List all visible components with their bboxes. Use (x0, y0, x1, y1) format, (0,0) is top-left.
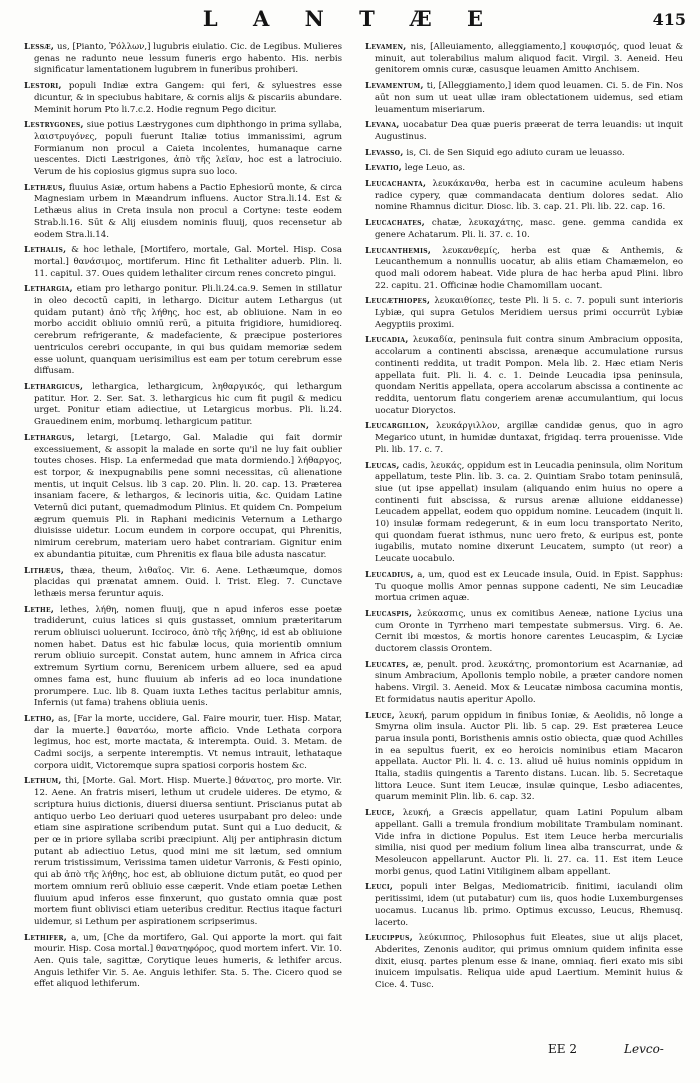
entry-headword: Leuce, (365, 710, 395, 721)
entry-headword: Lethe, (24, 604, 55, 615)
signature-mark: EE 2 (548, 1042, 577, 1056)
entry-text: us, [Pianto, Ῥόλλων,] lugubris eiulatio. Cic. de Legibus. Mulieres genas ne radunto neue lessum funeris ergo habento. His. nerbis significatur lamentationem lugubrem in funeribus prohiberi. (34, 42, 342, 76)
entry-headword: Leucadia, (365, 335, 409, 346)
entry-text: populi Indiæ extra Gangem: qui feri, & syluestres esse dicuntur, & in speciubus habitare, & cornis alijs & piscariis abundare. Meminit horum Pto li.7.c.2. Hodie regnum Pego dicitur. (34, 81, 342, 115)
dictionary-entry (24, 245, 342, 280)
dictionary-entry (365, 179, 683, 214)
entry-headword: Lethargia, (24, 284, 73, 295)
entry-text: λευκή, a Græcis appellatur, quam Latini Populum albam appellant. Galli a tremula frondium mobilitate Trambulam nominant. Vide infra in dictione Populus. Est item Leuce herba mercurialis similia, nisi quod per medium folium linea alba transcurrat, unde & Mesoleucon appellarunt. Auctor Pli. li. 27. ca. 11. Est item Leuce morbi genus, quod Latini Vitiliginem albam appellant. (375, 808, 683, 877)
dictionary-entry (365, 163, 683, 175)
dictionary-entry (24, 605, 342, 710)
page-footer (0, 1040, 700, 1064)
entry-text: fluuius Asiæ, ortum habens a Pactio Ephesiorū monte, & circa Magnesiam urbem in Mæandrum influens. Auctor Stra.li.14. Est & Lethæus alius in Creta insula non procul a Cortyne: teste eodem Strab.li.16. Sūt & Alij eiusdem nominis fluuij, quos recensetur ab eodem Stra.li.14. (34, 182, 342, 240)
entry-text: uocabatur Dea quæ pueris præerat de terra leuandis: ut inquit Augustinus. (375, 120, 683, 142)
dictionary-entry (365, 421, 683, 456)
catchword: Levco- (624, 1042, 664, 1056)
right-column (365, 42, 683, 1027)
entry-text: etiam pro lethargo ponitur. Pli.li.24.ca.9. Semen in stillatur in oleo decoctū capiti, in lethargo. Dicitur autem Lethargus (ut quidam putant) ἀπὸ τῆς λήθης, hoc est, ab obliuione. Nam in eo morbo accidit obliuio omniū rerū, a pituita frigidiore, humidioreq. cerebrum refrigerante, & madefaciente, & præcipue posteriores uentriculos cerebri occupante, in qui bus quidam memoriæ sedem esse uolunt, quanquam uerisimilius est eam per totum cerebrum esse diffusam. (34, 284, 342, 377)
entry-text: λεύκιππος, Philosophus fuit Eleates, siue ut alijs placet, Abderites, Zenonis auditor, qui primus omnium quidem infinita esse dixit, eiusq. partes plenum esse & inane, omniaq. fieri exato mis sibi inuicem impulsatis. Reliqua uide apud Laertium. Meminit huius & Cice. 4. Tusc. (375, 933, 683, 991)
dictionary-entry (24, 714, 342, 773)
dictionary-entry (24, 776, 342, 928)
dictionary-entry (365, 335, 683, 417)
running-head: L A N T Æ E (202, 6, 498, 31)
entry-text: λεύκασπις, unus ex comitibus Aeneæ, natione Lycius una cum Oronte in Tyrrheno mari tempestate submersus. Virg. 6. Ae. Cernit ibi mœstos, & mortis honore carentes Leucaspim, & Lyciæ ductorem classis Orontem. (375, 608, 683, 655)
entry-text: lege Leuo, as. (404, 163, 466, 174)
entry-text: lethes, λήθη, nomen fluuij, que n apud inferos esse poetæ tradiderunt, cuius latices si quis gustasset, omnium præteritarum rerum obliuisci uoluerunt. Icciroco, ἀπὸ τῆς λήθης, id est ab obliuione nomen habet. Datus est hic fabulæ locus, quia morientib omnium rerum obliuio surcepit. Constat autem, hunc amnem in Africa circa extremum Syrtium cornu, Berenicem urbem alluere, sed ea apud omnes fama est, hunc fluuium ab inferis ad eo loca inundatione prorumpere. Luc. lib 8. Quam iuxta Lethes tacitus perlabitur amnis, Infernis (ut fama) trahens obliuia uenis. (34, 604, 342, 709)
entry-text: is, Ci. de Sen Siquid ego adiuto curam ue leuasso. (406, 147, 625, 158)
dictionary-entry (365, 609, 683, 656)
entry-text: chatæ, λευκαχάτης, masc. gene. gemma candida ex genere Achatarum. Pli. li. 37. c. 10. (375, 218, 683, 240)
entry-headword: Leuci, (365, 882, 394, 893)
entry-text: ti, [Alleggiamento,] idem quod leuamen. Ci. 5. de Fin. Nos aūt non sum ut ueat ullæ iram oblectationem uidemus, sed etiam leuamentum miseriarum. (375, 81, 683, 115)
entry-text: siue potius Læstrygones cum diphthongo in prima syllaba, λαιστρυγόνες, populi fuerunt Italiæ totius immanissimi, agrum Formianum non procul a Caieta incolentes, humanaque carne uescentes. Dicti Læstrigones, ἀπὸ τῆς λεῖαν, hoc est a latrociuio. Verum de his copiosius gigmus supra suo loco. (34, 120, 342, 178)
entry-text: nis, [Alleuiamento, alleggiamento,] κουφισμός, quod leuat & minuit, aut tolerabilius malum aliquod facit. Virgil. 3. Aeneid. Heu genitorem omnis curæ, casusque leuamen Amitto Anchisem. (375, 42, 683, 76)
entry-text: thæa, theum, λιθαῖος. Vir. 6. Aene. Lethæumque, domos placidas qui prænatat amnem. Ouid. l. Trist. Eleg. 7. Cunctave lethæis mersa feruntur aquis. (34, 565, 342, 599)
entry-headword: Leucanthemis, (365, 245, 432, 256)
entry-headword: Lethum, (24, 776, 62, 787)
page-number: 415 (652, 10, 686, 29)
entry-headword: Lethargus, (24, 432, 76, 443)
dictionary-entry (24, 120, 342, 179)
entry-text: letargi, [Letargo, Gal. Maladie qui fait dormir excessiuement, & assopit la malade en sorte qu'il ne luy fait oublier toutes choses. Hisp. La enfermedad que mata dormiendo.] λήθαργος, est torpor, & inexpugnabilis pene somni necessitas, cū alienatione mentis, ut inquit Celsus. lib 3 cap. 20. Plin. li. 20. cap. 13. Præterea insaniam facere, & lethargos, & lecinoris uitia, &c. Quidam Latine Veternū dici putant, quemadmodum Plinius. Et quidem Cn. Pompeium ægrum quemuis Pli. in Raphani medicinis Veternum a Lethargo diuisisse uidetur. Locum eundem in corpore occupat, qui Phrenitis, nimirum cerebrum, materiam uero habet contrariam. Gignitur enim ex abundantia pituitæ, cum Phrenitis ex flaua bile adusta nascatur. (34, 432, 342, 560)
entry-headword: Lethalis, (24, 245, 67, 256)
entry-headword: Leucates, (365, 659, 410, 670)
entry-headword: Lessæ, (24, 42, 55, 52)
dictionary-entry (365, 882, 683, 929)
dictionary-entry (365, 218, 683, 241)
dictionary-entry (24, 284, 342, 378)
entry-headword: Levasso, (365, 147, 404, 158)
entry-text: as, [Far la morte, uccidere, Gal. Faire mourir, tuer. Hisp. Matar, dar la muerte.] θανατόω, morte afficio. Vnde Lethata corpora legimus, hoc est, morte mactata, & interempta. Ouid. 3. Metam. de Cadmi socijs, a serpente interemptis. Vt nemus intrauit, lethataque corpora uidit, Victoremque supra spatiosi corporis hostem &c. (34, 713, 342, 771)
page-header (0, 0, 700, 40)
entry-text: & hoc lethale, [Mortifero, mortale, Gal. Mortel. Hisp. Cosa mortal.] θανάσιμος, mortiferum. Hinc fit Lethaliter aduerb. Plin. li. 11. capitul. 37. Oues quidem lethaliter circum renes concreto pingui. (34, 245, 342, 279)
entry-headword: Lestrygones, (24, 120, 84, 131)
dictionary-entry (365, 711, 683, 805)
entry-headword: Leuce, (365, 808, 395, 819)
entry-text: λευκαδία, peninsula fuit contra sinum Ambracium opposita, accolarum a continenti abscissa, arenæque accumulatione rursus continenti reddita, ut tradit Pompon. Mela lib. 2. Hæc etiam Neris appellata fuit. Pli. li. 4. c. 1. Deinde Leucadia ipsa peninsula, quondam Neritis appellata, opera accolarum abscissa a continente ac reddita, uentorum flatu congeriem arenæ accumulantium, qui locus uocatur Dioryctos. (375, 335, 683, 416)
entry-headword: Leucæthiopes, (365, 296, 431, 307)
entry-headword: Levamen, (365, 42, 407, 52)
entry-headword: Lestori, (24, 81, 62, 92)
entry-text: λευκάκανθα, herba est in cacumine aculeum habens radice cypery, quæ commandacata dentium dolores sedat. Alio nomine Rhamnus dicitur. Diosc. lib. 3. cap. 21. Pli. lib. 22. cap. 16. (375, 179, 683, 213)
entry-headword: Lethæus, (24, 182, 66, 193)
dictionary-entry (24, 42, 342, 77)
entry-text: thi, [Morte. Gal. Mort. Hisp. Muerte.] θάνατος, pro morte. Vir. 12. Aene. An fratris miseri, lethum ut crudele uideres. De etymo, & scriptura huius dictionis, diuersi diuersa sentiunt. Priscianus putat ab antiquo uerbo Leo deriuari quod ueteres usurpabant pro deleo: unde etiam sine aspiratione scribendum putat. Sunt qui a Luo deducit, & per œ in priore syllaba scribi præcipiunt. Alij per antiphrasin dictum putant ab adiectiuo Letus, quod mini me sit lætum, sed omnium rerum tristissimum, Verissima tamen uidetur Varronis, & Festi opinio, qui ab ἀπὸ τῆς λήθης, hoc est, ab obliuione dictum putāt, eo quod per mortem omnium rerū obliuio esse cæperit. Vnde etiam poetæ Lethen fluuium apud inferos esse finxerunt, quo gustato omnia quæ post mortem fiunt oblivisci etiam ueteribus creditur. Rectius itaque facturi uidemur, si Lethum per aspirationem scripserimus. (34, 776, 342, 927)
dictionary-entry (24, 183, 342, 242)
entry-headword: Leucargillon, (365, 421, 430, 432)
entry-headword: Levatio, (365, 163, 403, 174)
entry-text: a, um, quod est ex Leucade insula, Ouid. in Epist. Sapphus: Tu quoque mollis Amor pennas suppone cadenti, Ne sim Leucadiæ mortua crimen aquæ. (375, 569, 683, 604)
entry-headword: Lethargicus, (24, 381, 84, 392)
dictionary-entry (365, 660, 683, 707)
entry-text: lethargica, lethargicum, ληθαργικός, qui lethargum patitur. Hor. 2. Ser. Sat. 3. lethargicus hic cum fit pugil & medicu urget. Ponitur etiam adiectiue, ut Letargicus morbus. Pli. li.24. Grauedinem enim, morbumq. lethargicum patitur. (34, 381, 342, 428)
entry-headword: Leucachanta, (365, 179, 427, 190)
dictionary-entry (365, 42, 683, 77)
dictionary-entry (365, 570, 683, 605)
entry-headword: Lethifer, (24, 932, 68, 943)
left-column (24, 42, 342, 1027)
entry-text: a, um, [Che da mortifero, Gal. Qui apporte la mort. qui fait mourir. Hisp. Cosa mortal.] θανατηφόρος, quod mortem infert. Vir. 10. Aen. Quis tale, sagittæ, Corytique leues humeris, & lethifer arcus. Anguis lethifer Vir. 5. Ae. Anguis lethifer. Sta. 5. The. Cicero quod se effet aliquod lethiferum. (34, 932, 342, 990)
dictionary-entry (365, 246, 683, 293)
dictionary-entry (24, 566, 342, 601)
entry-text: λευκαιθίοπες, teste Pli. li 5. c. 7. populi sunt interioris Lybiæ, qui supra Getulos Meridiem uersus primi occurrüt Lybiæ Aegyptiis proximi. (375, 296, 683, 330)
dictionary-entry (365, 148, 683, 160)
entry-text: λευκανθεμίς, herba est quæ & Anthemis, & Leucanthemum a nonnullis uocatur, ab aliis etiam Chamæmelon, eo quod mali odorem habeat. Vide plura de hac herba apud Plini. libro 22. capitu. 21. Officinæ hodie Chamomillam uocant. (375, 245, 683, 291)
dictionary-entry (24, 382, 342, 429)
entry-headword: Lithæus, (24, 565, 65, 576)
entry-text: æ, penult. prod. λευκάτης, promontorium est Acarnaniæ, ad sinum Ambracium, Apollonis templo nobile, a præter candore nomen habens. Virgil. 3. Aeneid. Mox & Leucatæ nimbosa cacumina montis, Et formidatus nautis aperitur Apollo. (375, 659, 683, 705)
dictionary-entry (24, 81, 342, 116)
entry-text: λευκή, parum oppidum in finibus Ioniæ, & Aeolidis, nō longe a Smyrna olim insula. Auctor Pli. lib. 5 cap. 29. Est præterea Leuce parua insula ponti, Boristhenis amnis ostio obiecta, quæ quod Achilles in ea sepultus fuerit, ex eo heroicis nominibus etiam Macaron appellata. Auctor Pli. li. 4. c. 13. aliud uē huius nominis oppidum in Italia, stadiis quingentis a Tarento distans. Lucan. lib. 5. Secretaque littora Leuce. Sunt item Leucæ, insulæ quinque, Lesbo adiacentes, quarum meminit Plin. lib. 6. cap. 32. (375, 710, 683, 803)
entry-headword: Leucippus, (365, 933, 414, 944)
entry-headword: Letho, (24, 713, 55, 724)
dictionary-entry (365, 933, 683, 992)
entry-text: cadis, λευκάς, oppidum est in Leucadia peninsula, olim Noritum appellatum, teste Plin. lib. 3. ca. 2. Quintiam Srabo totam peninsulā, siue (ut ipse appellat) insulam (aliquando enim huius no opere a continenti fuit abscissa, & rursus arenæ alluione eiddanesse) Leucadem appellat, eodem quo oppidum nomine. Leucadem (inquit li. 10) insulæ formam redegerunt, & in eum locu transportato Nerito, qui quondam fuerat isthmus, nunc uero freto, & euripus est, ponte iugabilis, mutato nomine dixerunt Leucatem, sumpto (ut reor) a Leucate uocabulo. (375, 460, 683, 565)
dictionary-entry (365, 808, 683, 878)
dictionary-entry (365, 81, 683, 116)
dictionary-entry (365, 461, 683, 566)
dictionary-entry (24, 933, 342, 992)
entry-headword: Levamentum, (365, 81, 424, 92)
entry-headword: Leucaspis, (365, 608, 413, 619)
entry-text: λευκάργιλλον, argillæ candidæ genus, quo in agro Megarico utunt, in humidæ duntaxat, frigidaq. terra prouenisse. Vide Pli. lib. 17. c. 7. (375, 421, 683, 455)
dictionary-entry (365, 296, 683, 331)
entry-headword: Levana, (365, 120, 400, 131)
entry-headword: Leucadius, (365, 569, 414, 580)
entry-headword: Leucas, (365, 460, 400, 471)
entry-headword: Leucachates, (365, 218, 426, 229)
dictionary-entry (365, 120, 683, 143)
entry-text: populi inter Belgas, Mediomatricib. finitimi, iaculandi olim peritissimi, idem (ut putabatur) cum iis, quos hodie Luxemburgenses uocamus. Lucanus lib. primo. Optimus excusso, Leucus, Rhemusq. lacerto. (375, 882, 683, 928)
dictionary-entry (24, 433, 342, 562)
